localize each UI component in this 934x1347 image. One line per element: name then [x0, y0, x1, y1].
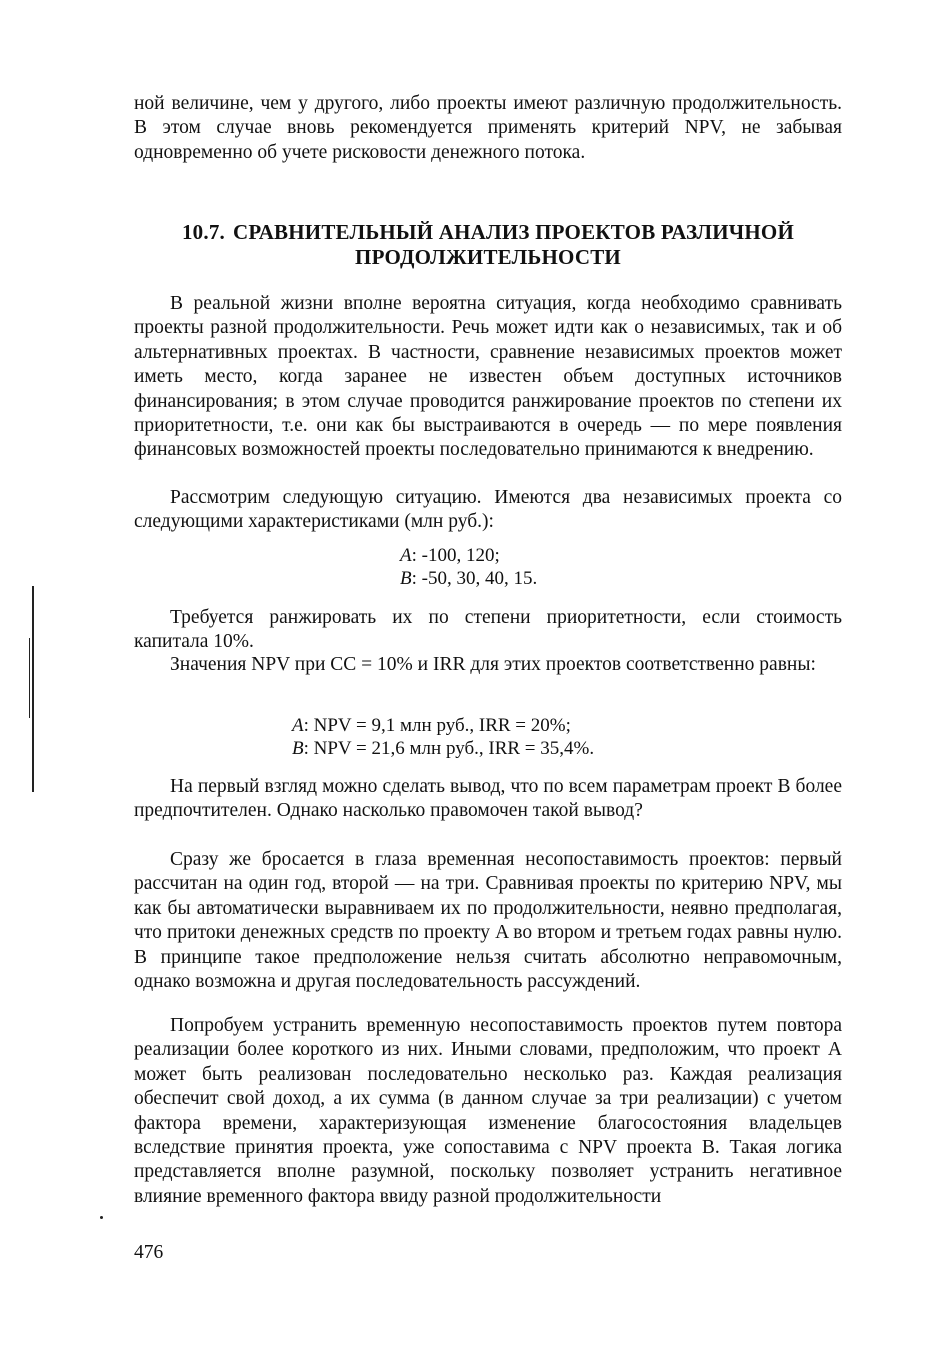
margin-scan-line — [32, 586, 34, 792]
cashflow-b: B: -50, 30, 40, 15. — [400, 568, 538, 589]
paragraph-1: В реальной жизни вполне вероятна ситуация, когда необходимо сравнивать проекты разной продолжительности. Речь может идти как о независимых, так и об альтернативных проектах. В частности, сравнение независимых проектов может иметь место, когда заранее не известен объем доступных источников финансирования; в этом случае проводится ранжирование проектов по степени их приоритетности, т.е. они как бы выстраиваются в очередь — по мере появления финансовых возможностей проекты последовательно принимаются к внедрению. — [134, 293, 842, 461]
cashflow-a: A: -100, 120; — [400, 545, 500, 566]
cashflow-b-values: -50, 30, 40, 15. — [421, 568, 538, 589]
paragraph-4: Значения NPV при CC = 10% и IRR для этих проектов соответственно равны: — [170, 654, 816, 675]
result-a-label: A — [292, 715, 304, 736]
section-title-line2: ПРОДОЛЖИТЕЛЬНОСТИ — [355, 245, 621, 269]
result-b-text: NPV = 21,6 млн руб., IRR = 35,4%. — [313, 738, 595, 759]
section-title-line1: СРАВНИТЕЛЬНЫЙ АНАЛИЗ ПРОЕКТОВ РАЗЛИЧНОЙ — [232, 220, 794, 244]
cashflow-formulas — [400, 544, 537, 590]
section-number: 10.7. — [181, 220, 225, 244]
paragraph-5: На первый взгляд можно сделать вывод, что по всем параметрам проект B более предпочтителен. Однако насколько правомочен такой вывод? — [134, 776, 842, 822]
paragraph-block-4 — [134, 653, 842, 677]
result-a-text: NPV = 9,1 млн руб., IRR = 20%; — [313, 715, 571, 736]
paragraph-block-7 — [134, 1014, 842, 1209]
lead-paragraph: ной величине, чем у другого, либо проекты имеют различную продолжительность. В этом случае вновь рекомендуется применять критерий NPV, не забывая одновременно об учете рисковости денежного потока. — [134, 93, 842, 163]
paragraph-block-6 — [134, 848, 842, 994]
result-b-label: B — [292, 738, 304, 759]
paragraph-2: Рассмотрим следующую ситуацию. Имеются два независимых проекта со следующими характеристиками (млн руб.): — [134, 487, 842, 533]
page-number: 476 — [134, 1242, 164, 1263]
paragraph-3: Требуется ранжировать их по степени приоритетности, если стоимость капитала 10%. — [134, 607, 842, 653]
result-a: A: NPV = 9,1 млн руб., IRR = 20%; — [292, 715, 571, 736]
scan-dot — [100, 1216, 103, 1219]
paragraph-block-3 — [134, 606, 842, 655]
cashflow-a-label: A — [400, 545, 412, 566]
cashflow-b-label: B — [400, 568, 412, 589]
paragraph-block-2 — [134, 486, 842, 535]
paragraph-block-1 — [134, 292, 842, 463]
margin-scan-line-secondary — [29, 638, 30, 718]
result-b: B: NPV = 21,6 млн руб., IRR = 35,4%. — [292, 738, 595, 759]
paragraph-block-5 — [134, 775, 842, 824]
paragraph-6: Сразу же бросается в глаза временная несопоставимость проектов: первый рассчитан на один год, второй — на три. Сравнивая проекты по критерию NPV, мы как бы автоматически выравниваем их по продолжительности, неявно предполагая, что притоки денежных средств по проекту A во втором и третьем годах равны нулю. В принципе такое предположение нельзя считать абсолютно неправомочным, однако возможна и другая последовательность рассуждений. — [134, 849, 842, 993]
section-heading — [134, 220, 842, 270]
cashflow-a-values: -100, 120; — [421, 545, 500, 566]
paragraph-7: Попробуем устранить временную несопоставимость проектов путем повтора реализации более короткого из них. Иными словами, предположим, что проект A может быть реализован последовательно несколько раз. Каждая реализация обеспечит свой доход, а их сумма (в данном случае за три реализации) с учетом фактора времени, характеризующая изменение благосостояния владельцев вследствие принятия проекта, уже сопоставима с NPV проекта B. Такая логика представляется вполне разумной, поскольку позволяет устранить негативное влияние временного фактора ввиду разной продолжительности — [134, 1015, 842, 1207]
result-formulas — [292, 714, 594, 760]
lead-paragraph-block — [134, 92, 842, 165]
